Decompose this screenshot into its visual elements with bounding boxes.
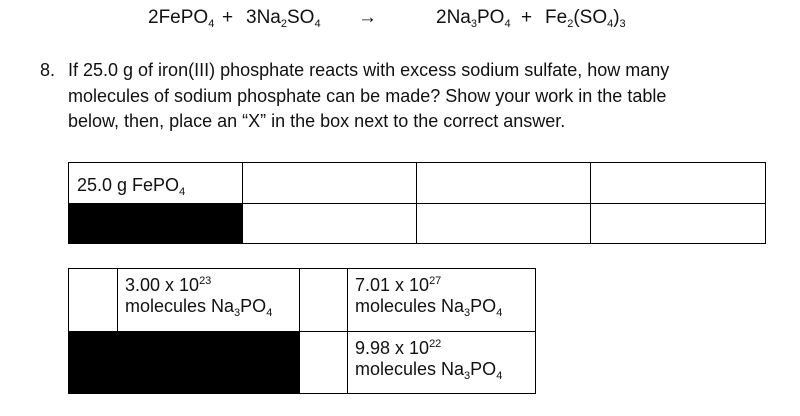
start-quantity: 25.0 g FePO$_4$: [77, 175, 186, 198]
answer-blocked-2: [118, 332, 300, 394]
product-2: $Fe_2(SO_4)_3$: [545, 7, 626, 30]
question-number: 8.: [40, 60, 56, 80]
plus-sign-1: +: [222, 7, 234, 28]
answer-checkbox-2[interactable]: [300, 269, 348, 332]
answer-checkbox-3[interactable]: [300, 332, 348, 394]
question-line-2: molecules of sodium phosphate can be made? Show your work in the table: [68, 86, 667, 106]
work-table: [68, 162, 766, 244]
answer-option-3: 9.98 x $10^{22}$ molecules $Na_3PO_4$: [348, 332, 536, 394]
answer-blocked-1: [69, 332, 118, 394]
product-1: $2Na_3PO_4$: [436, 7, 511, 30]
work-cell-top-2[interactable]: [243, 163, 417, 204]
reaction-arrow: →: [358, 7, 377, 28]
answer-option-1: 3.00 x $10^{23}$ molecules $Na_3PO_4$: [118, 269, 300, 332]
work-cell-start[interactable]: [69, 163, 243, 204]
question-line-3: below, then, place an “X” in the box next to the correct answer.: [68, 111, 566, 131]
answer-checkbox-1[interactable]: [69, 269, 118, 332]
work-cell-blocked: [69, 204, 243, 244]
plus-sign-2: +: [521, 7, 533, 28]
work-cell-top-3[interactable]: [417, 163, 591, 204]
work-cell-bottom-4[interactable]: [591, 204, 766, 244]
work-cell-bottom-3[interactable]: [417, 204, 591, 244]
reactant-2: $3Na_2SO_4$: [246, 7, 321, 30]
answer-table: [68, 268, 536, 394]
answer-option-2: 7.01 x $10^{27}$ molecules $Na_3PO_4$: [348, 269, 536, 332]
reactant-1: 2FePO$_4$: [148, 7, 215, 30]
question-line-1: If 25.0 g of iron(III) phosphate reacts with excess sodium sulfate, how many: [68, 60, 670, 80]
work-cell-top-4[interactable]: [591, 163, 766, 204]
work-cell-bottom-2[interactable]: [243, 204, 417, 244]
